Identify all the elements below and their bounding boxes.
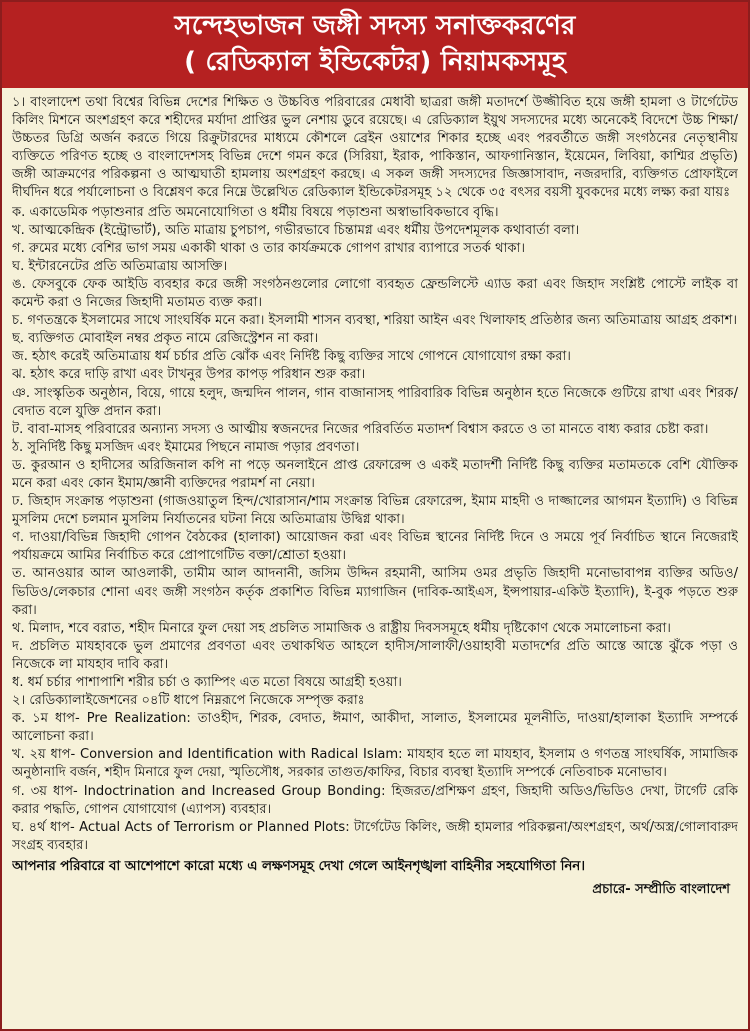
indicator-item: ঠ. সুনির্দিষ্ট কিছু মসজিদ এবং ইমামের পিছনে নামাজ পড়ার প্রবণতা। [12,439,360,455]
indicator-item: জ. হঠাৎ করেই অতিমাত্রায় ধর্ম চর্চার প্রতি ঝোঁক এবং নির্দিষ্ট কিছু ব্যক্তির সাথে গোপনে যোগাযোগ রক্ষা করা। [12,349,571,365]
indicator-item: গ. রুমের মধ্যে বেশির ভাগ সময় একাকী থাকা ও তার কার্যক্রমকে গোপণ রাখার ব্যাপারে সতর্ক থাকা। [12,240,526,256]
indicator-item: ক. একাডেমিক পড়াশুনার প্রতি অমনোযোগিতা ও ধর্মীয় বিষয়ে পড়াশুনা অস্বাভাবিকভাবে বৃদ্ধি। [12,204,499,220]
closing-note: আপনার পরিবারে বা আশেপাশে কারো মধ্যে এ লক্ষণসমূহ দেখা গেলে আইনশৃঙ্খলা বাহিনীর সহযোগিতা নিন। [12,858,585,874]
title-banner [2,2,748,88]
indicator-list [12,204,738,693]
stage-item: ঘ. ৪র্থ ধাপ- Actual Acts of Terrorism or Planned Plots: টার্গেটেড কিলিং, জঙ্গী হামলার পরিকল্পনা/অংশগ্রহণ, অর্থ/অস্ত্র/গোলাবারুদ সংগ্রহ ব্যবহার। [12,819,738,853]
indicator-item: ছ. ব্যক্তিগত মোবাইল নম্বর প্রকৃত নামে রেজিস্ট্রেশন না করা। [12,331,319,347]
indicator-item: ড. কুরআন ও হাদীসের অরিজিনাল কপি না পড়ে অনলাইনে প্রাপ্ত রেফারেন্স ও একই মতাদর্শী নির্দিষ্ট কিছু ব্যক্তির মতামতকে বেশি যৌক্তিক মনে করা এবং কোন ইমাম/জ্ঞানী ব্যক্তিদের পরামর্শ না নেয়া। [12,457,738,491]
indicator-item: ত. আনওয়ার আল আওলাকী, তামীম আল আদনানী, জসিম উদ্দিন রহমানী, আসিম ওমর প্রভৃতি জিহাদী মনোভাবাপন্ন ব্যক্তির অডিও/ভিডিও/লেকচার শোনা এবং জঙ্গী সংগঠন কর্তৃক প্রকাশিত বিভিন্ন ম্যাগাজিন (দাবিক-আইএস, ইন্সপায়ার-একিউ ইত্যাদি), ই-বুক পড়তে শুরু করা। [12,566,738,618]
indicator-item: ণ. দাওয়া/বিভিন্ন জিহাদী গোপন বৈঠকের (হালাকা) আয়োজন করা এবং বিভিন্ন স্থানের নির্দিষ্ট দিনে ও সময়ে পূর্ব নির্বাচিত স্থানে নিজেরাই পর্যায়ক্রমে আমির নির্বাচিত করে প্রোপাগেটিভ বক্তা/শ্রোতা হওয়া। [12,530,738,564]
indicator-item: চ. গণতন্ত্রকে ইসলামের সাথে সাংঘর্ষিক মনে করা। ইসলামী শাসন ব্যবস্থা, শরিয়া আইন এবং খিলাফাহ প্রতিষ্ঠার জন্য অতিমাত্রায় আগ্রহ প্রকাশ। [12,313,738,329]
stage-list [12,710,738,855]
indicator-item: ঘ. ইন্টারনেটের প্রতি অতিমাত্রায় আসক্তি। [12,258,228,274]
page-title-line-1: সন্দেহভাজন জঙ্গী সদস্য সনাক্তকরণের [174,11,576,41]
stage-item: ক. ১ম ধাপ- Pre Realization: তাওহীদ, শিরক, বেদাত, ঈমাণ, আকীদা, সালাত, ইসলামের মূলনীতি, দাওয়া/হালাকা ইত্যাদি সম্পর্কে আলোচনা করা। [12,711,738,745]
indicator-item: ঝ. হঠাৎ করে দাড়ি রাখা এবং টাখনুর উপর কাপড় পরিধান শুরু করা। [12,367,366,383]
stages-heading: ২। রেডিক্যালাইজেশনের ০৪টি ধাপে নিম্নরূপে নিজেকে সম্পৃক্ত করাঃ [12,693,365,709]
indicator-item: ঞ. সাংস্কৃতিক অনুষ্ঠান, বিয়ে, গায়ে হলুদ, জন্মদিন পালন, গান বাজানাসহ পারিবারিক বিভিন্ন অনুষ্ঠান হতে নিজেকে গুটিয়ে রাখা এবং শিরক/বেদাত বলে যুক্তি প্রদান করা। [12,385,738,419]
indicator-item: ধ. ধর্ম চর্চার পাশাপাশি শরীর চর্চা ও ক্যাম্পিং এত মতো বিষয়ে আগ্রহী হওয়া। [12,675,402,690]
stage-item: গ. ৩য় ধাপ- Indoctrination and Increased Group Bonding: হিজরত/প্রশিক্ষণ গ্রহণ, জিহাদী অডিও/ভিডিও দেখা, টার্গেট রেকি করার পদ্ধতি, গোপন যোগাযোগ (এ্যাপস) ব্যবহার। [12,783,738,817]
indicator-item: থ. মিলাদ, শবে বরাত, শহীদ মিনারে ফুল দেয়া সহ প্রচলিত সামাজিক ও রাষ্ট্রীয় দিবসসমূহে ধর্মীয় দৃষ্টিকোণ থেকে সমালোচনা করা। [12,620,671,636]
intro-paragraph: ১। বাংলাদেশ তথা বিশ্বের বিভিন্ন দেশের শিক্ষিত ও উচ্চবিত্ত পরিবারের মেধাবী ছাত্ররা জঙ্গী মতাদর্শে উজ্জীবিত হয়ে জঙ্গী হামলা ও টার্গেটেড কিলিং মিশনে অংশগ্রহণ করে শহীদের মর্যাদা প্রাপ্তির ভুল নেশায় ডুবে রয়েছে। এ রেডিক্যাল ইয়ুথ সদস্যদের মধ্যে অনেকেই বিদেশে উচ্চ শিক্ষা/ উচ্চতর ডিগ্রি অর্জন করতে গিয়ে রিক্রুটারদের মাধ্যমে কৌশলে ব্রেইন ওয়াশের শিকার হচ্ছে এবং পরবর্তীতে জঙ্গী সংগঠনের নেতৃস্থানীয় ব্যক্তিতে পরিণত হচ্ছে ও বাংলাদেশসহ বিভিন্ন দেশে গমন করে (সিরিয়া, ইরাক, পাকিস্তান, আফগানিস্তান, ইয়েমেন, লিবিয়া, কাশ্মির প্রভৃতি) জঙ্গী আক্রমণের পরিকল্পনা ও আত্মঘাতী হামলায় অংশগ্রহণ করছে। এ সকল জঙ্গী সদস্যদের জিজ্ঞাসাবাদ, নজরদারি, ব্যক্তিগত প্রোফাইলে দীর্ঘদিন ধরে পর্যালোচনা ও বিশ্লেষণ করে নিম্নে উল্লেখিত রেডিক্যাল ইন্ডিকেটরসমূহ ১২ থেকে ৩৫ বৎসর বয়সী যুবকদের মধ্যে লক্ষ্য করা যায়ঃ [12,95,738,201]
credit-line: প্রচারে- সম্প্রীতি বাংলাদেশ [592,882,730,898]
indicator-item: ঙ. ফেসবুকে ফেক আইডি ব্যবহার করে জঙ্গী সংগঠনগুলোর লোগো ব্যবহৃত ফ্রেন্ডলিস্টে এ্যাড করা এবং জিহাদ সংশ্লিষ্ট পোস্টে লাইক বা কমেন্ট করা ও নিজের জিহাদী মতামত ব্যক্ত করা। [12,276,738,311]
indicator-item: ঢ. জিহাদ সংক্রান্ত পড়াশুনা (গাজওয়াতুল হিন্দ/খোরাসান/শাম সংক্রান্ত বিভিন্ন রেফারেন্স, ইমাম মাহদী ও দাজ্জালের আগমন ইত্যাদি) ও বিভিন্ন মুসলিম দেশে চলমান মুসলিম নির্যাতনের ঘটনা নিয়ে অতিমাত্রায় উদ্বিগ্ন থাকা। [12,494,738,528]
indicator-item: দ. প্রচলিত মাযহাবকে ভুল প্রমাণের প্রবণতা এবং তথাকথিত আহলে হাদীস/সালাফী/ওয়াহাবী মতাদর্শের প্রতি আস্তে আস্তে ঝুঁকে পড়া ও নিজেকে লা মাযহাব দাবি করা। [12,638,738,672]
indicator-item: খ. আত্মকেন্দ্রিক (ইন্ট্রোভার্ট), অতি মাত্রায় চুপচাপ, গভীরভাবে চিন্তামগ্ন এবং ধর্মীয় উপদেশমূলক কথাবার্তা বলা। [12,222,580,238]
notice-body [12,94,738,1024]
page-title-line-2: ( রেডিক্যাল ইন্ডিকেটর) নিয়ামকসমূহ [184,47,566,77]
stage-item: খ. ২য় ধাপ- Conversion and Identification with Radical Islam: মাযহাব হতে লা মাযহাব, ইসলাম ও গণতন্ত্র সাংঘর্ষিক, সামাজিক অনুষ্ঠানাদি বর্জন, শহীদ মিনারে ফুল দেয়া, স্মৃতিসৌধ, সরকার তাগুত/কাফির, বিচার ব্যবস্থা ইত্যাদি সম্পর্কে নেতিবাচক মনোভাব। [12,747,738,781]
indicator-item: ট. বাবা-মাসহ পরিবারের অন্যান্য সদস্য ও আত্মীয় স্বজনদের নিজের পরিবর্তিত মতাদর্শ বিশ্বাস করতে ও তা মানতে বাধ্য করার চেষ্টা করা। [12,421,709,437]
